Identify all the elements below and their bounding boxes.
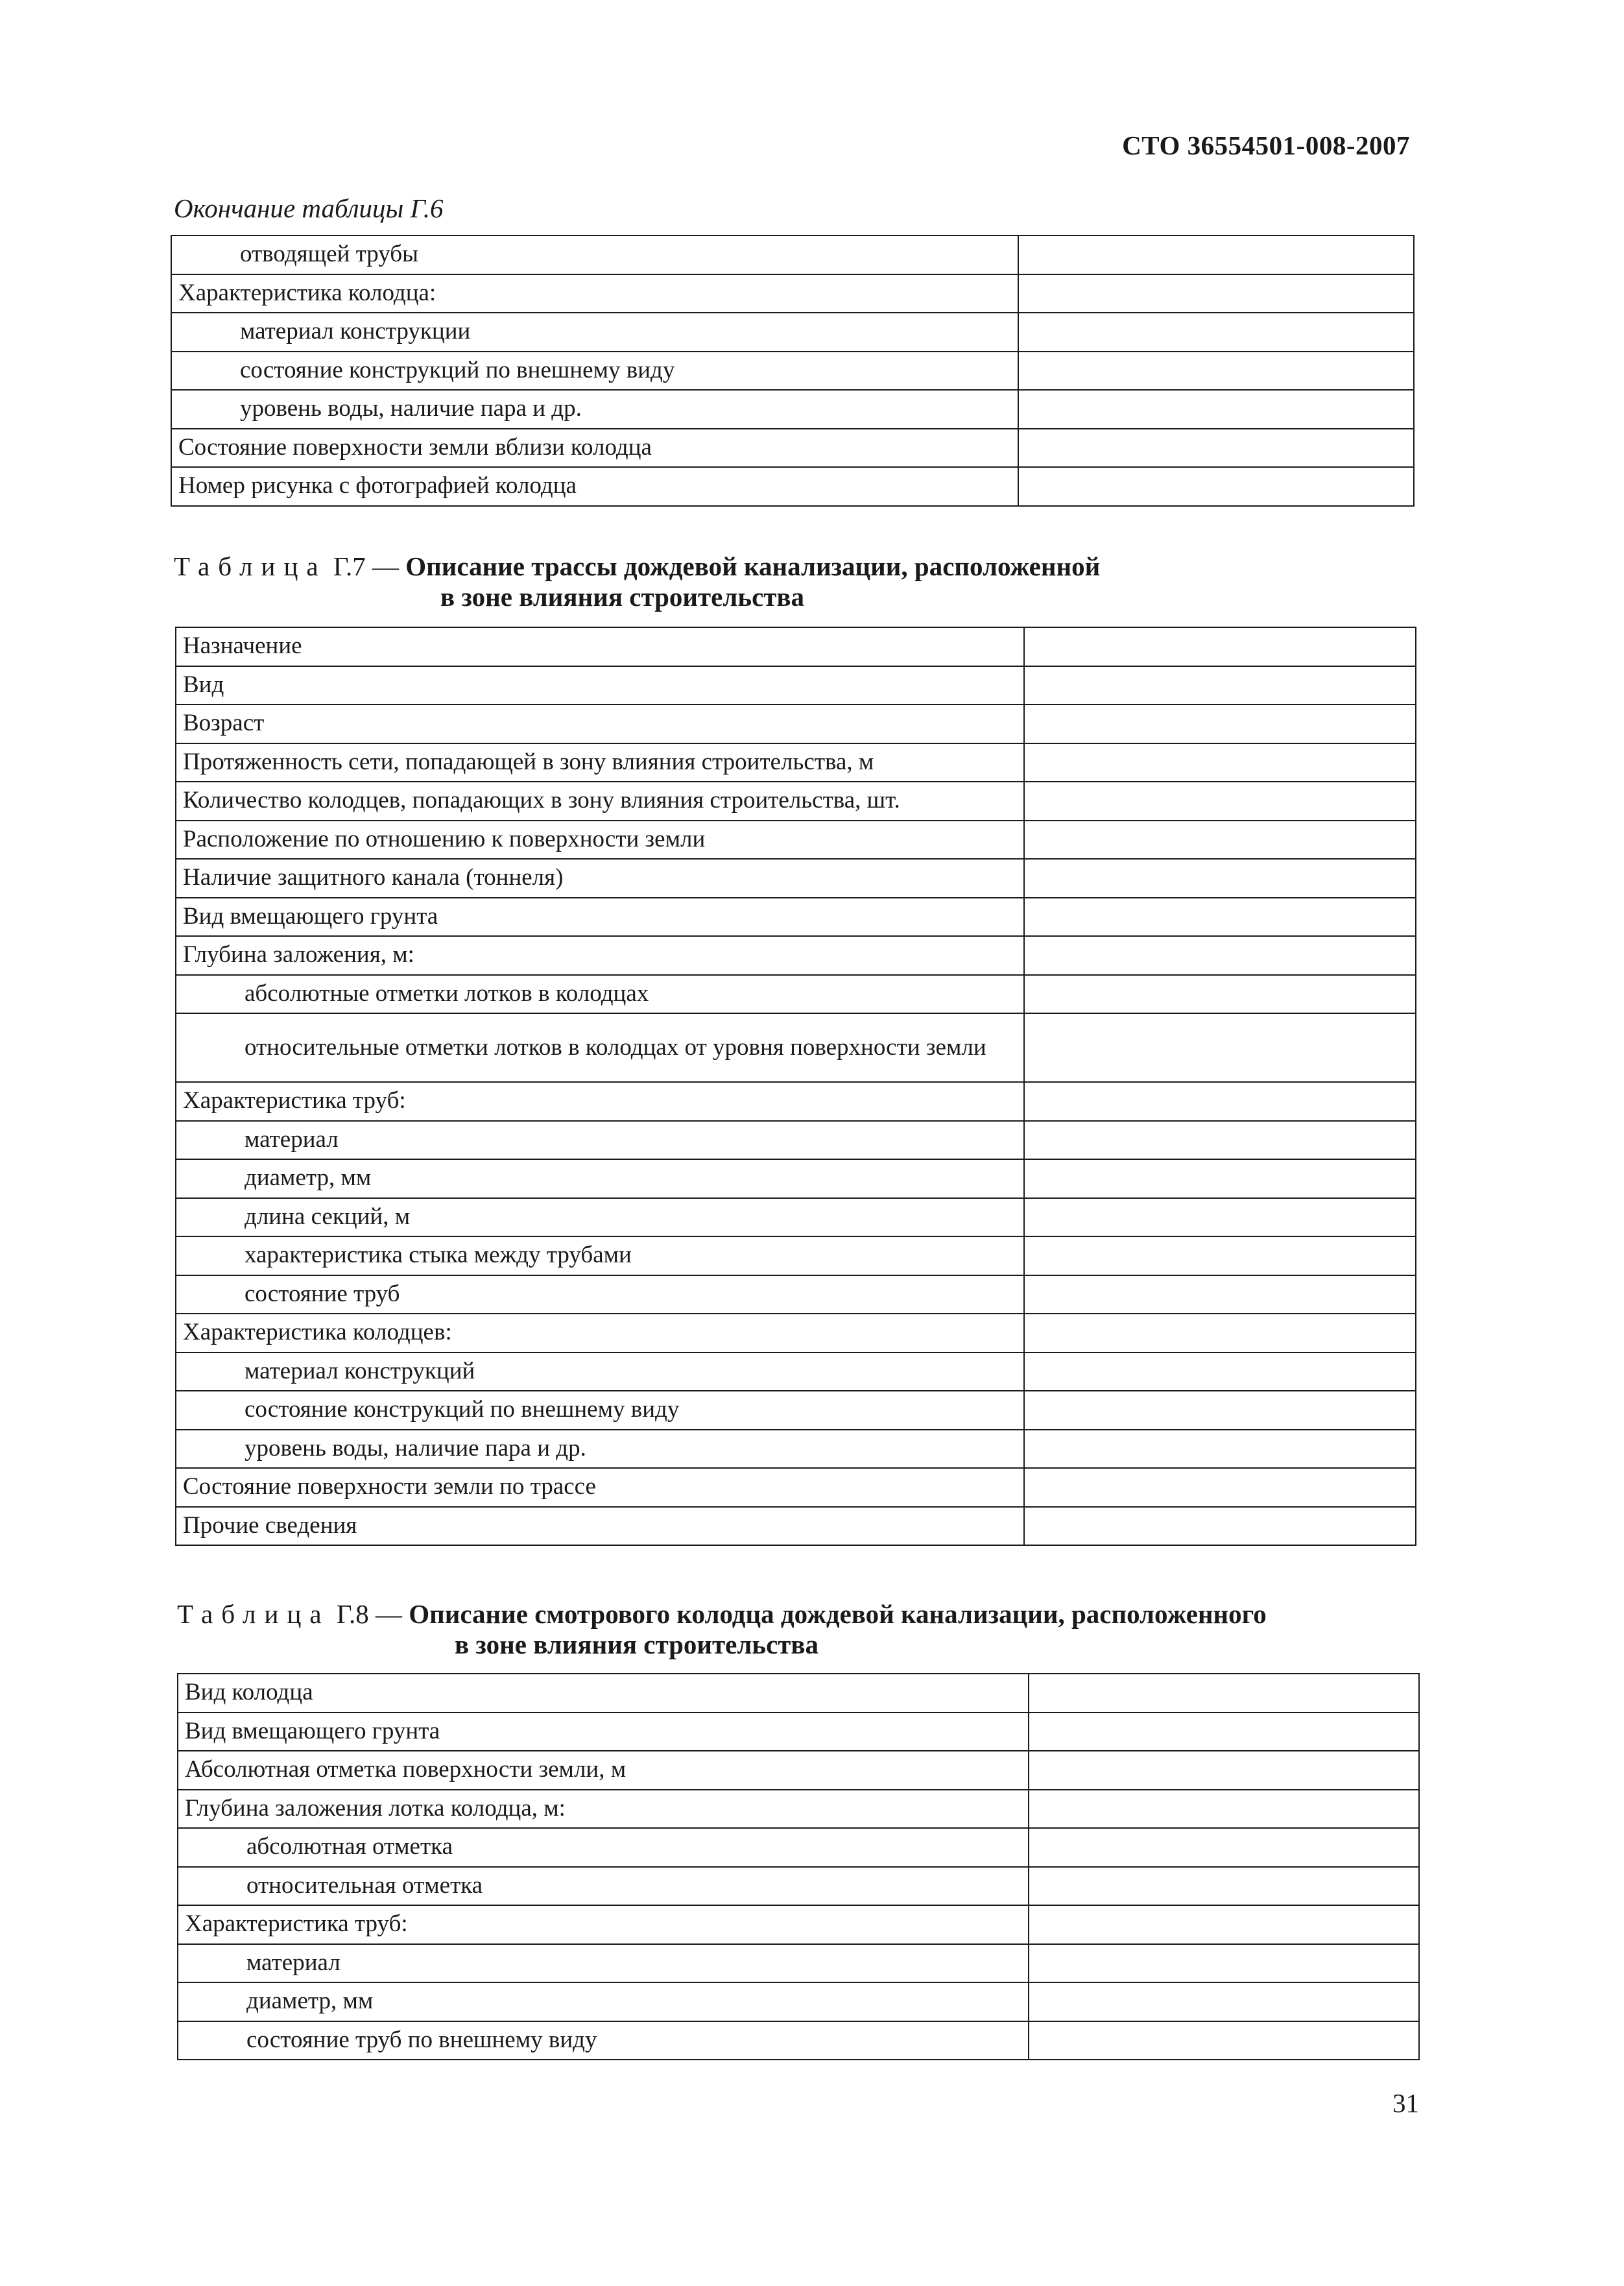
value-cell bbox=[1024, 1314, 1416, 1353]
table-row bbox=[176, 1391, 1416, 1430]
value-cell bbox=[1024, 1391, 1416, 1430]
table-row bbox=[176, 1468, 1416, 1507]
value-cell bbox=[1029, 1713, 1419, 1751]
value-cell bbox=[1018, 429, 1414, 468]
row-label: Характеристика труб: bbox=[178, 1905, 1029, 1944]
row-label: материал конструкций bbox=[176, 1353, 1024, 1391]
table-g8-title bbox=[177, 1599, 1267, 1660]
value-cell bbox=[1024, 1198, 1416, 1237]
table-label: Таблица bbox=[174, 551, 327, 581]
row-label: Расположение по отношению к поверхности земли bbox=[176, 821, 1024, 860]
table-number: Г.8 — bbox=[336, 1599, 402, 1629]
table-row bbox=[176, 743, 1416, 782]
value-cell bbox=[1024, 975, 1416, 1014]
value-cell bbox=[1029, 1867, 1419, 1906]
table-row bbox=[176, 1121, 1416, 1160]
value-cell bbox=[1024, 1275, 1416, 1314]
table-g6-end bbox=[171, 235, 1415, 507]
row-label: Протяженность сети, попадающей в зону влияния строительства, м bbox=[176, 743, 1024, 782]
table-row bbox=[178, 1867, 1419, 1906]
row-label: Глубина заложения, м: bbox=[176, 936, 1024, 975]
row-label: Возраст bbox=[176, 704, 1024, 743]
table-row bbox=[176, 898, 1416, 937]
row-label: Характеристика колодца: bbox=[171, 274, 1018, 313]
value-cell bbox=[1029, 1674, 1419, 1713]
value-cell bbox=[1024, 704, 1416, 743]
table-row bbox=[176, 975, 1416, 1014]
table-row bbox=[176, 782, 1416, 821]
row-label: диаметр, мм bbox=[176, 1159, 1024, 1198]
value-cell bbox=[1024, 782, 1416, 821]
table-g7 bbox=[175, 627, 1416, 1546]
row-label: отводящей трубы bbox=[171, 235, 1018, 274]
value-cell bbox=[1018, 235, 1414, 274]
row-label: Назначение bbox=[176, 627, 1024, 666]
value-cell bbox=[1024, 1236, 1416, 1275]
table-row bbox=[171, 235, 1414, 274]
row-label: Состояние поверхности земли вблизи колодца bbox=[171, 429, 1018, 468]
row-label: уровень воды, наличие пара и др. bbox=[176, 1430, 1024, 1469]
row-label: Наличие защитного канала (тоннеля) bbox=[176, 859, 1024, 898]
table-row bbox=[176, 1159, 1416, 1198]
table-row bbox=[178, 1944, 1419, 1983]
table-row bbox=[178, 2021, 1419, 2060]
table-continuation-caption: Окончание таблицы Г.6 bbox=[174, 193, 444, 223]
value-cell bbox=[1024, 821, 1416, 860]
value-cell bbox=[1024, 627, 1416, 666]
row-label: состояние труб по внешнему виду bbox=[178, 2021, 1029, 2060]
row-label: относительные отметки лотков в колодцах от уровня поверхности земли bbox=[176, 1013, 1024, 1082]
table-row bbox=[178, 1905, 1419, 1944]
table-row bbox=[176, 1430, 1416, 1469]
value-cell bbox=[1029, 1751, 1419, 1790]
row-label: абсолютные отметки лотков в колодцах bbox=[176, 975, 1024, 1014]
value-cell bbox=[1024, 666, 1416, 705]
table-row bbox=[171, 390, 1414, 429]
value-cell bbox=[1024, 1159, 1416, 1198]
row-label: Характеристика колодцев: bbox=[176, 1314, 1024, 1353]
value-cell bbox=[1029, 1982, 1419, 2021]
table-row bbox=[176, 666, 1416, 705]
value-cell bbox=[1018, 352, 1414, 391]
value-cell bbox=[1029, 1828, 1419, 1867]
value-cell bbox=[1018, 274, 1414, 313]
value-cell bbox=[1024, 743, 1416, 782]
table-row bbox=[176, 1236, 1416, 1275]
row-label: Вид вмещающего грунта bbox=[178, 1713, 1029, 1751]
table-g8 bbox=[177, 1673, 1420, 2060]
document-code: СТО 36554501-008-2007 bbox=[1122, 130, 1410, 160]
table-row bbox=[178, 1674, 1419, 1713]
table-row bbox=[171, 274, 1414, 313]
table-number: Г.7 — bbox=[333, 551, 399, 581]
value-cell bbox=[1024, 1353, 1416, 1391]
row-label: состояние труб bbox=[176, 1275, 1024, 1314]
table-g7-title bbox=[174, 551, 1100, 612]
row-label: Характеристика труб: bbox=[176, 1082, 1024, 1121]
value-cell bbox=[1024, 1468, 1416, 1507]
table-row bbox=[178, 1790, 1419, 1829]
row-label: Состояние поверхности земли по трассе bbox=[176, 1468, 1024, 1507]
table-row bbox=[171, 429, 1414, 468]
table-title-line2: в зоне влияния строительства bbox=[440, 582, 805, 612]
row-label: длина секций, м bbox=[176, 1198, 1024, 1237]
value-cell bbox=[1024, 898, 1416, 937]
table-title-line2: в зоне влияния строительства bbox=[455, 1630, 819, 1659]
row-label: уровень воды, наличие пара и др. bbox=[171, 390, 1018, 429]
row-label: материал конструкции bbox=[171, 313, 1018, 352]
row-label: Количество колодцев, попадающих в зону влияния строительства, шт. bbox=[176, 782, 1024, 821]
row-label: Вид колодца bbox=[178, 1674, 1029, 1713]
table-title-line1: Описание смотрового колодца дождевой канализации, расположенного bbox=[409, 1599, 1267, 1629]
table-title-line1: Описание трассы дождевой канализации, расположенной bbox=[405, 551, 1101, 581]
table-row bbox=[176, 1013, 1416, 1082]
table-row bbox=[171, 313, 1414, 352]
table-row bbox=[176, 859, 1416, 898]
table-row bbox=[176, 1198, 1416, 1237]
table-row bbox=[176, 1507, 1416, 1546]
table-row bbox=[176, 704, 1416, 743]
row-label: диаметр, мм bbox=[178, 1982, 1029, 2021]
value-cell bbox=[1024, 1430, 1416, 1469]
table-row bbox=[176, 936, 1416, 975]
table-row bbox=[171, 352, 1414, 391]
value-cell bbox=[1024, 936, 1416, 975]
row-label: Прочие сведения bbox=[176, 1507, 1024, 1546]
value-cell bbox=[1024, 859, 1416, 898]
table-row bbox=[178, 1751, 1419, 1790]
row-label: Вид вмещающего грунта bbox=[176, 898, 1024, 937]
table-row bbox=[176, 821, 1416, 860]
row-label: состояние конструкций по внешнему виду bbox=[171, 352, 1018, 391]
table-row bbox=[171, 467, 1414, 506]
row-label: состояние конструкций по внешнему виду bbox=[176, 1391, 1024, 1430]
row-label: материал bbox=[178, 1944, 1029, 1983]
row-label: материал bbox=[176, 1121, 1024, 1160]
table-row bbox=[178, 1713, 1419, 1751]
table-row bbox=[176, 1082, 1416, 1121]
table-row bbox=[178, 1828, 1419, 1867]
table-row bbox=[176, 1314, 1416, 1353]
row-label: Глубина заложения лотка колодца, м: bbox=[178, 1790, 1029, 1829]
row-label: абсолютная отметка bbox=[178, 1828, 1029, 1867]
page-number: 31 bbox=[1392, 2088, 1419, 2118]
value-cell bbox=[1018, 467, 1414, 506]
row-label: относительная отметка bbox=[178, 1867, 1029, 1906]
value-cell bbox=[1029, 1944, 1419, 1983]
value-cell bbox=[1029, 2021, 1419, 2060]
row-label: Номер рисунка с фотографией колодца bbox=[171, 467, 1018, 506]
table-row bbox=[176, 1275, 1416, 1314]
value-cell bbox=[1018, 390, 1414, 429]
table-row bbox=[176, 1353, 1416, 1391]
row-label: Вид bbox=[176, 666, 1024, 705]
value-cell bbox=[1029, 1905, 1419, 1944]
value-cell bbox=[1024, 1121, 1416, 1160]
value-cell bbox=[1029, 1790, 1419, 1829]
value-cell bbox=[1018, 313, 1414, 352]
table-label: Таблица bbox=[177, 1599, 330, 1629]
value-cell bbox=[1024, 1082, 1416, 1121]
table-row bbox=[178, 1982, 1419, 2021]
table-row bbox=[176, 627, 1416, 666]
value-cell bbox=[1024, 1013, 1416, 1082]
row-label: характеристика стыка между трубами bbox=[176, 1236, 1024, 1275]
value-cell bbox=[1024, 1507, 1416, 1546]
row-label: Абсолютная отметка поверхности земли, м bbox=[178, 1751, 1029, 1790]
